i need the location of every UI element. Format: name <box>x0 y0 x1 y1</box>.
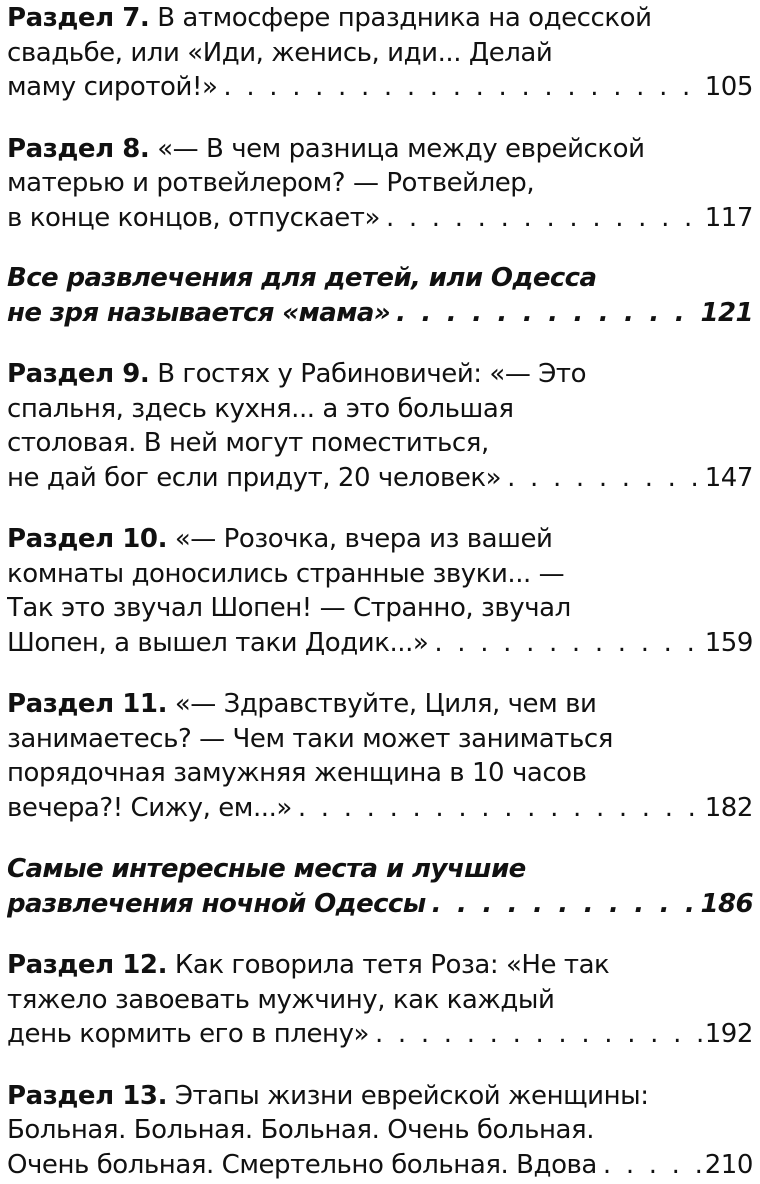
entry-last-line <box>7 201 753 236</box>
toc-entry-section-12[interactable] <box>7 948 753 1052</box>
entry-line: тяжело завоевать мужчину, как каждый <box>7 984 555 1015</box>
entry-last-line <box>7 70 753 105</box>
entry-text: «— В чем разница между еврейской <box>157 133 645 164</box>
page-number: 182 <box>704 792 753 823</box>
entry-last-line <box>7 296 753 331</box>
entry-line: столовая. В ней могут поместиться, <box>7 428 489 458</box>
entry-line: матерью и ротвейлером? — Ротвейлер, <box>7 168 535 198</box>
entry-line <box>7 948 753 983</box>
page-number: 147 <box>704 462 753 493</box>
section-label: Раздел 12. <box>7 950 167 980</box>
section-label: Раздел 11. <box>7 689 167 719</box>
entry-last-line <box>7 461 753 496</box>
entry-text: «— Здравствуйте, Циля, чем ви <box>174 689 597 719</box>
entry-text: В атмосфере праздника на одесской <box>157 3 652 33</box>
entry-text: «— Розочка, вчера из вашей <box>174 524 553 554</box>
dot-leader <box>292 791 705 826</box>
entry-last-line <box>7 887 753 922</box>
toc-entry-night-odessa[interactable] <box>7 852 753 921</box>
entry-text: Шопен, а вышел таки Додик...» <box>7 627 429 658</box>
page-number: 121 <box>700 297 753 328</box>
entry-line: Так это звучал Шопен! — Странно, звучал <box>7 593 571 623</box>
page-number: 210 <box>704 1149 753 1180</box>
section-label: Раздел 7. <box>7 3 150 33</box>
entry-line <box>7 132 753 167</box>
entry-text: вечера?! Сижу, ем...» <box>7 792 292 823</box>
entry-text: в конце концов, отпускает» <box>7 202 380 233</box>
toc-entry-section-9[interactable] <box>7 357 753 495</box>
entry-text: не дай бог если придут, 20 человек» <box>7 462 502 493</box>
entry-line: спальня, здесь кухня... а это большая <box>7 393 514 424</box>
dot-leader <box>597 1148 705 1183</box>
toc-entry-section-13[interactable] <box>7 1079 753 1183</box>
page-number: 192 <box>704 1019 753 1049</box>
entry-line: Все развлечения для детей, или Одесса <box>7 263 597 293</box>
entry-line <box>7 687 753 722</box>
entry-text: Этапы жизни еврейской женщины: <box>174 1080 649 1111</box>
entry-last-line <box>7 791 753 826</box>
entry-last-line <box>7 626 753 661</box>
toc-entry-section-10[interactable] <box>7 522 753 660</box>
page-number: 105 <box>704 72 753 102</box>
entry-text: Очень больная. Смертельно больная. Вдова <box>7 1149 597 1180</box>
entry-line: свадьбе, или «Иди, женись, иди... Делай <box>7 37 553 68</box>
entry-line <box>7 357 753 392</box>
page-number: 186 <box>700 888 753 919</box>
page-number: 159 <box>704 627 753 658</box>
entry-last-line <box>7 1148 753 1183</box>
entry-text: В гостях у Рабиновичей: «— Это <box>157 359 587 389</box>
entry-text: Как говорила тетя Роза: «Не так <box>174 950 610 980</box>
section-label: Раздел 8. <box>7 133 150 164</box>
toc-entry-section-11[interactable] <box>7 687 753 825</box>
entry-text: развлечения ночной Одессы <box>7 888 426 919</box>
entry-line: занимаетесь? — Чем таки может заниматься <box>7 723 613 754</box>
dot-leader <box>217 70 704 105</box>
entry-text: не зря называется «мама» <box>7 297 391 328</box>
dot-leader <box>426 887 701 922</box>
toc-entry-kids-entertainment[interactable] <box>7 261 753 330</box>
table-of-contents <box>7 0 753 1182</box>
toc-entry-section-7[interactable] <box>7 1 753 105</box>
toc-entry-section-8[interactable] <box>7 132 753 236</box>
dot-leader <box>369 1017 705 1052</box>
entry-line: комнаты доносились странные звуки... — <box>7 558 565 589</box>
entry-line <box>7 1079 753 1114</box>
entry-line <box>7 522 753 557</box>
entry-last-line <box>7 1017 753 1052</box>
entry-text: маму сиротой!» <box>7 72 218 102</box>
dot-leader <box>380 201 705 236</box>
section-label: Раздел 10. <box>7 524 167 554</box>
dot-leader <box>428 626 704 661</box>
entry-line: порядочная замужняя женщина в 10 часов <box>7 758 587 788</box>
entry-line <box>7 1 753 36</box>
entry-line: Больная. Больная. Больная. Очень больная. <box>7 1115 595 1145</box>
section-label: Раздел 9. <box>7 359 150 389</box>
section-label: Раздел 13. <box>7 1080 167 1111</box>
page-number: 117 <box>704 202 753 233</box>
dot-leader <box>501 461 705 496</box>
dot-leader <box>390 296 700 331</box>
entry-text: день кормить его в плену» <box>7 1019 369 1049</box>
entry-line: Самые интересные места и лучшие <box>7 854 526 884</box>
